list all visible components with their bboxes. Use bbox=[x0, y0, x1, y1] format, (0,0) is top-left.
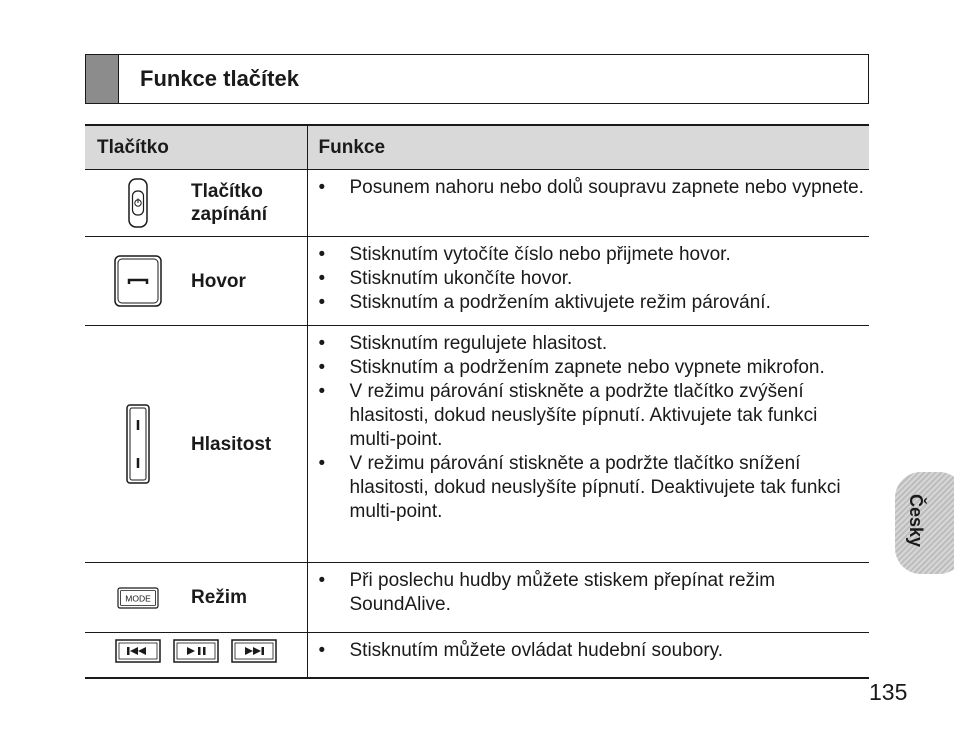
function-point: • Stisknutím ukončíte hovor. bbox=[319, 267, 866, 291]
table-row bbox=[85, 633, 869, 678]
button-name: Tlačítko bbox=[191, 181, 263, 202]
table-row bbox=[85, 170, 869, 237]
previous-track-icon bbox=[115, 639, 161, 670]
column-header-function: Funkce bbox=[307, 125, 869, 170]
function-point: • Stisknutím a podržením zapnete nebo vypnete mikrofon. bbox=[319, 356, 866, 380]
function-point: • Stisknutím regulujete hlasitost. bbox=[319, 332, 866, 356]
power-switch-icon bbox=[85, 178, 191, 228]
function-point: • Stisknutím můžete ovládat hudební soubory. bbox=[319, 639, 866, 663]
button-cell bbox=[85, 326, 307, 563]
volume-rocker-icon bbox=[85, 404, 191, 484]
function-point: • Posunem nahoru nebo dolů soupravu zapnete nebo vypnete. bbox=[319, 176, 866, 200]
call-button-icon bbox=[85, 255, 191, 307]
function-point: • Stisknutím vytočíte číslo nebo přijmete hovor. bbox=[319, 243, 866, 267]
play-pause-icon bbox=[173, 639, 219, 670]
button-cell bbox=[85, 633, 307, 678]
section-header bbox=[85, 54, 869, 104]
function-cell bbox=[307, 170, 869, 237]
function-point: • V režimu párování stiskněte a podržte tlačítko snížení hlasitosti, dokud neuslyšíte pípnutí. Deaktivujete tak funkci multi-point. bbox=[319, 452, 866, 524]
function-cell bbox=[307, 326, 869, 563]
mode-button-icon bbox=[85, 587, 191, 609]
button-name-line2: zapínání bbox=[191, 204, 268, 225]
function-point: • Stisknutím a podržením aktivujete režim párování. bbox=[319, 291, 866, 315]
section-title: Funkce tlačítek bbox=[140, 66, 299, 91]
button-function-table bbox=[85, 124, 869, 679]
section-header-bar bbox=[86, 55, 119, 103]
page-number: 135 bbox=[869, 679, 908, 705]
table-row bbox=[85, 237, 869, 326]
column-header-button: Tlačítko bbox=[85, 125, 307, 170]
button-cell bbox=[85, 563, 307, 633]
button-cell bbox=[85, 237, 307, 326]
button-name: Režim bbox=[191, 587, 247, 608]
next-track-icon bbox=[231, 639, 277, 670]
button-name: Hovor bbox=[191, 270, 246, 292]
language-tab-label: Česky bbox=[906, 494, 926, 548]
function-cell bbox=[307, 563, 869, 633]
function-cell bbox=[307, 633, 869, 678]
language-tab bbox=[895, 472, 954, 574]
mode-icon-text: MODE bbox=[125, 593, 151, 603]
function-point: • V režimu párování stiskněte a podržte tlačítko zvýšení hlasitosti, dokud neuslyšíte pípnutí. Aktivujete tak funkci multi-point. bbox=[319, 380, 866, 452]
function-point: • Při poslechu hudby můžete stiskem přepínat režim SoundAlive. bbox=[319, 569, 866, 617]
button-cell bbox=[85, 170, 307, 237]
table-row bbox=[85, 563, 869, 633]
table-row bbox=[85, 326, 869, 563]
table-header-row bbox=[85, 125, 869, 170]
button-name: Hlasitost bbox=[191, 433, 272, 455]
function-cell bbox=[307, 237, 869, 326]
